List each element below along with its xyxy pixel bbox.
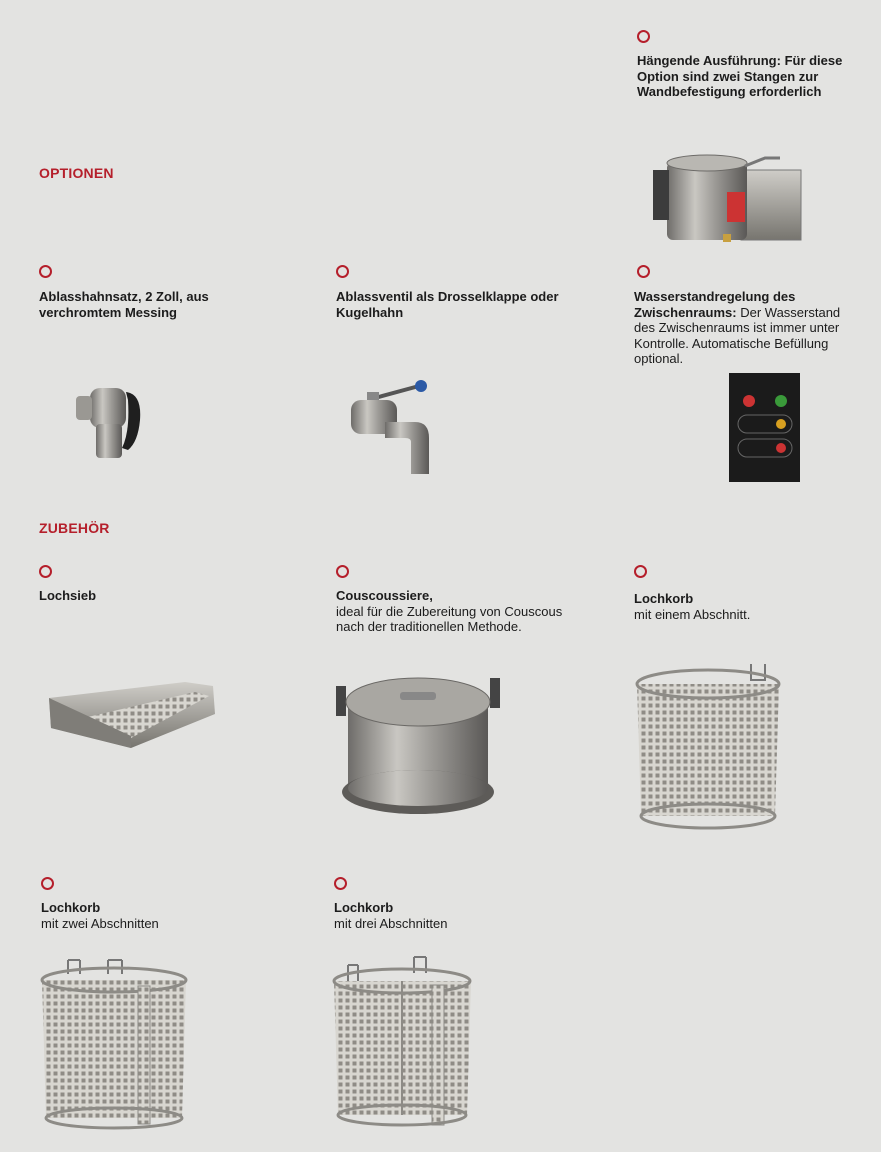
- basket-three-sections-icon: [330, 955, 475, 1130]
- option-drain-tap-text: [39, 289, 279, 320]
- accessory-bullet: [39, 565, 52, 578]
- accessory-body: mit zwei Abschnitten: [41, 915, 159, 931]
- accessory-body: mit einem Abschnitt.: [634, 606, 751, 622]
- option-hanging-text: [637, 53, 872, 100]
- option-title: Ablassventil als Drosselklappe oder Kugelhahn: [336, 289, 559, 320]
- option-bullet: [637, 265, 650, 278]
- accessory-basket-three-text: [334, 900, 564, 931]
- basket-one-section-icon: [633, 660, 783, 830]
- accessory-body: mit drei Abschnitten: [334, 915, 448, 931]
- section-title-accessories: ZUBEHÖR: [39, 520, 110, 536]
- section-title-options: OPTIONEN: [39, 165, 114, 181]
- accessory-bullet: [334, 877, 347, 890]
- option-title: Ablasshahnsatz, 2 Zoll, aus verchromtem Messing: [39, 289, 209, 320]
- accessory-body: ideal für die Zubereitung von Couscous nach der traditionellen Methode.: [336, 603, 563, 634]
- option-water-level-text: [634, 289, 856, 367]
- option-bullet: [39, 265, 52, 278]
- couscoussier-icon: [330, 670, 505, 820]
- option-body: Der Wasserstand des Zwischenraums ist immer unter Kontrolle. Automatische Befüllung optional.: [634, 304, 841, 366]
- accessory-title: Lochkorb: [334, 900, 394, 915]
- accessory-title: Lochkorb: [41, 900, 101, 915]
- option-bullet: [637, 30, 650, 43]
- accessory-bullet: [336, 565, 349, 578]
- butterfly-valve-icon: [345, 378, 440, 483]
- option-title: Hängende Ausführung: Für diese Option sind zwei Stangen zur Wandbefestigung erforderlich: [637, 53, 843, 99]
- drain-tap-icon: [70, 380, 160, 465]
- accessory-bullet: [41, 877, 54, 890]
- perforated-sieve-icon: [45, 668, 217, 750]
- option-title: Wasserstandregelung des Zwischenraums:: [634, 289, 796, 320]
- accessory-title: Lochkorb: [634, 591, 694, 606]
- option-bullet: [336, 265, 349, 278]
- accessory-basket-one-text: [634, 591, 864, 622]
- accessory-bullet: [634, 565, 647, 578]
- option-valve-text: [336, 289, 581, 320]
- accessory-couscoussier-text: [336, 588, 566, 635]
- accessory-basket-two-text: [41, 900, 271, 931]
- accessory-title: Lochsieb: [39, 588, 97, 603]
- control-panel-icon: [729, 373, 800, 482]
- accessory-title: Couscoussiere,: [336, 588, 433, 603]
- accessory-sieve-text: [39, 588, 269, 604]
- hanging-kettle-icon: [645, 148, 805, 248]
- basket-two-sections-icon: [38, 958, 190, 1130]
